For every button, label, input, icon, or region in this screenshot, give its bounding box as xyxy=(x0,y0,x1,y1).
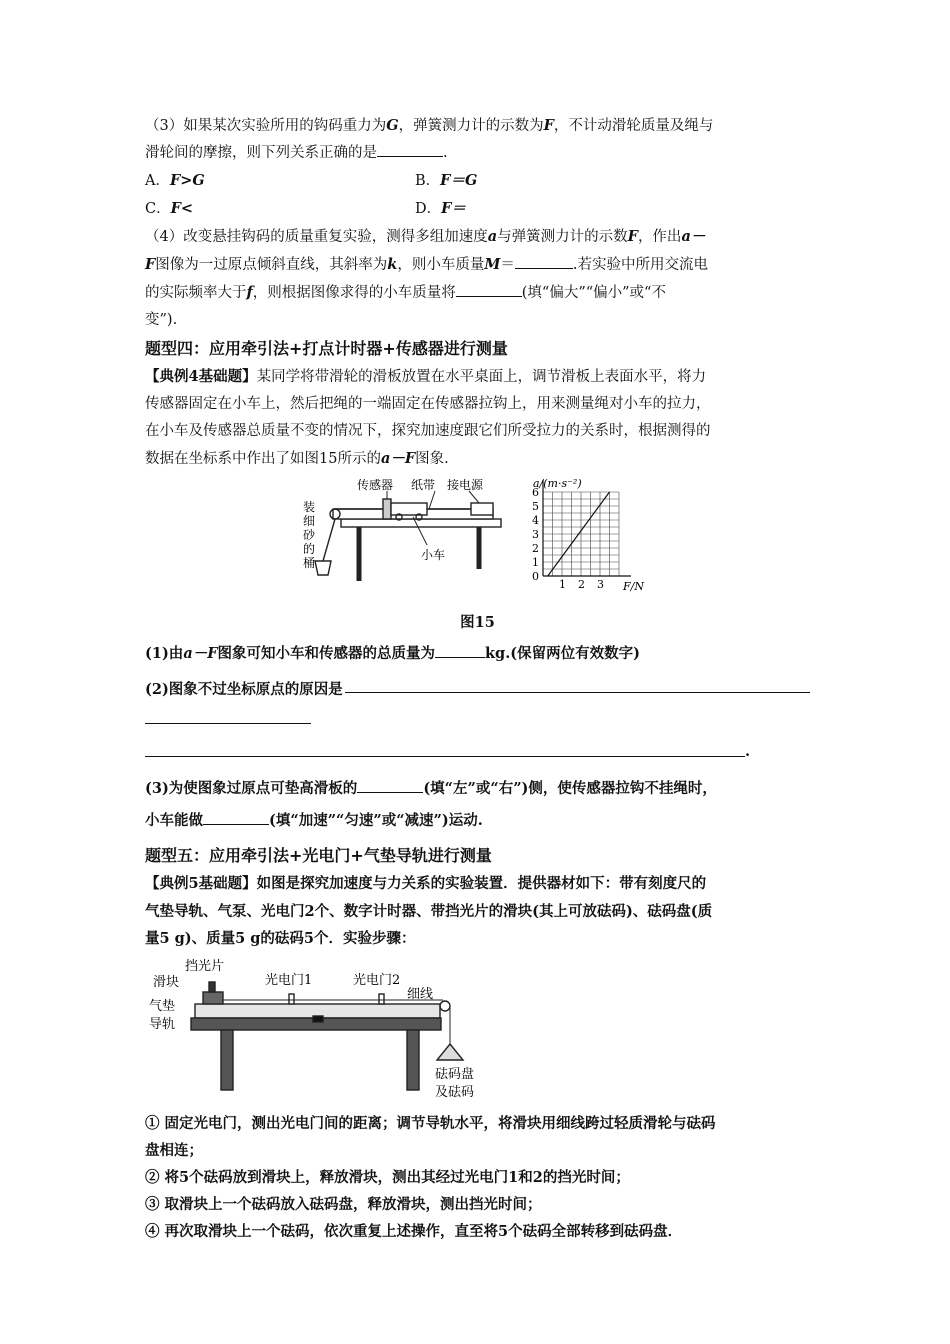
label-block: 滑块 xyxy=(153,975,180,990)
q4-line3 xyxy=(145,279,810,307)
q3-options-row1 xyxy=(145,167,810,195)
q4-text-2d: ＝ xyxy=(500,257,515,273)
q4-text-3b: ，则根据图像求得的小车质量将 xyxy=(252,285,456,301)
q4-var-aF: a－ xyxy=(681,228,706,245)
label-bucket-4: 桶 xyxy=(303,556,316,570)
y-tick-label: 2 xyxy=(532,542,539,555)
figure-15-caption: 图15 xyxy=(460,614,495,631)
air-track-figure xyxy=(145,956,810,1106)
x-tick-label: 1 xyxy=(559,578,566,591)
option-b-letter: B． xyxy=(415,173,441,189)
photogate-1-icon xyxy=(289,994,294,1004)
s4-q1-d: kg.(保留两位有效数字) xyxy=(485,645,640,662)
section5-p1-text: 如图是探究加速度与力关系的实验装置．提供器材如下：带有刻度尺的 xyxy=(256,875,707,892)
option-d-letter: D． xyxy=(415,201,442,217)
y-tick-label: 6 xyxy=(532,486,539,499)
s4-q3-d: (填“加速”“匀速”或“减速”)运动. xyxy=(269,812,483,829)
section4-p4c: 图象. xyxy=(415,451,449,467)
section4-p1-text: 某同学将带滑轮的滑板放置在水平桌面上，调节滑板上表面水平，将力 xyxy=(256,369,707,385)
s4-q3-blank-2[interactable] xyxy=(203,808,269,825)
label-rail-1: 气垫 xyxy=(149,999,176,1014)
section4-p1 xyxy=(145,363,810,391)
label-bucket-0: 装 xyxy=(303,500,316,514)
q3-answer-blank[interactable] xyxy=(377,140,443,157)
option-b-expr: F＝G xyxy=(440,172,478,189)
label-gate1: 光电门1 xyxy=(265,973,313,988)
q3-line2 xyxy=(145,140,810,167)
figure-15 xyxy=(145,479,810,607)
q4-var-M: M xyxy=(484,256,501,273)
label-sensor: 传感器 xyxy=(357,479,394,492)
s4-q2-end: . xyxy=(745,743,751,760)
option-a[interactable] xyxy=(145,167,415,195)
q4-text-2b: 图像为一过原点倾斜直线，其斜率为 xyxy=(155,257,388,273)
s4-q2-blank-1[interactable] xyxy=(345,676,810,693)
section4-p2: 传感器固定在小车上，然后把绳的一端固定在传感器拉钩上，用来测量绳对小车的拉力， xyxy=(145,396,711,412)
step-1: ① 固定光电门，测出光电门间的距离；调节导轨水平，将滑块用细线跨过轻质滑轮与砝码 xyxy=(145,1115,716,1132)
air-track-svg xyxy=(145,956,810,1106)
section4-title: 题型四：应用牵引法+打点计时器+传感器进行测量 xyxy=(145,339,508,358)
label-pan-1: 砝码盘 xyxy=(435,1067,475,1082)
label-string: 细线 xyxy=(407,987,434,1002)
section5-title: 题型五：应用牵引法+光电门+气垫导轨进行测量 xyxy=(145,846,492,865)
q4-line4: 变”). xyxy=(145,312,178,328)
section4-tag: 【典例4基础题】 xyxy=(145,368,257,385)
option-c-letter: C． xyxy=(145,201,171,217)
trolley-apparatus xyxy=(315,491,501,581)
y-tick-label: 0 xyxy=(532,570,539,583)
step-4: ④ 再次取滑块上一个砝码，依次重复上述操作，直至将5个砝码全部转移到砝码盘． xyxy=(145,1223,683,1240)
s4-q1-blank[interactable] xyxy=(435,641,485,658)
q3-text-a: 如果某次实验所用的钩码重力为 xyxy=(183,118,387,134)
s4-q1 xyxy=(145,640,810,668)
s4-q1-a: (1)由 xyxy=(145,645,184,662)
q3-end: . xyxy=(443,145,448,161)
section4-p4a: 数据在坐标系中作出了如图15所示的 xyxy=(145,451,381,467)
option-c-expr: F< xyxy=(170,200,194,217)
q3-text-b: ，弹簧测力计的示数为 xyxy=(398,118,544,134)
table-leg-right xyxy=(407,1030,419,1090)
y-tick-label: 3 xyxy=(532,528,539,541)
figure-15-svg xyxy=(145,479,810,607)
label-flag: 挡光片 xyxy=(185,959,225,974)
document-page xyxy=(145,112,810,1245)
q4-mass-blank[interactable] xyxy=(515,252,573,269)
option-d-expr: F＝ xyxy=(441,200,466,217)
power-pointer xyxy=(469,491,479,503)
y-tick-label: 1 xyxy=(532,556,539,569)
weight-pan-icon xyxy=(437,1044,463,1060)
q3-label: （3） xyxy=(145,118,184,134)
q4-text-1b: 与弹簧测力计的示数 xyxy=(497,229,628,245)
step-2: ② 将5个砝码放到滑块上，释放滑块，测出其经过光电门1和2的挡光时间； xyxy=(145,1169,630,1186)
s4-q2-line3 xyxy=(145,738,810,765)
light-flag-icon xyxy=(209,982,215,992)
q3-line1 xyxy=(145,112,810,140)
table-top xyxy=(341,519,501,527)
s4-q2-blank-3[interactable] xyxy=(145,738,745,757)
option-b[interactable] xyxy=(415,167,685,195)
section5-p3: 量5 g)、质量5 g的砝码5个．实验步骤： xyxy=(145,930,416,947)
q4-line1 xyxy=(145,223,810,251)
section5-p1 xyxy=(145,870,810,898)
q3-text-c: ，不计动滑轮质量及绳与 xyxy=(553,118,714,134)
cart-icon xyxy=(391,503,427,515)
s4-q2 xyxy=(145,676,810,703)
label-power: 接电源 xyxy=(447,479,484,492)
label-bucket-2: 砂 xyxy=(303,528,316,542)
sand-bucket-icon xyxy=(315,561,331,575)
q3-options-row2 xyxy=(145,195,810,223)
option-a-letter: A． xyxy=(145,173,170,189)
q3-var-G: G xyxy=(386,117,399,134)
option-d[interactable] xyxy=(415,195,685,223)
y-tick-label: 4 xyxy=(532,514,539,527)
s4-q3-b: (填“左”或“右”)侧，使传感器拉钩不挂绳时， xyxy=(423,780,717,797)
chart-xlabel: F/N xyxy=(623,580,644,593)
q4-var-k: k xyxy=(387,256,398,273)
s4-q1-b: a－F xyxy=(183,645,218,662)
x-tick-label: 3 xyxy=(597,578,604,591)
q4-text-3c: (填“偏大”“偏小”或“不 xyxy=(521,285,666,301)
photogate-2-icon xyxy=(379,994,384,1004)
option-a-expr: F>G xyxy=(169,172,205,189)
section4-p4 xyxy=(145,445,810,473)
slider-block-icon xyxy=(203,992,223,1004)
label-gate2: 光电门2 xyxy=(353,973,401,988)
s4-q2-text: (2)图象不过坐标原点的原因是 xyxy=(145,681,343,698)
s4-q1-c: 图象可知小车和传感器的总质量为 xyxy=(217,645,436,662)
option-c[interactable] xyxy=(145,195,415,223)
q4-text-1c: ，作出 xyxy=(637,229,682,245)
label-bucket-1: 细 xyxy=(303,514,316,528)
q4-change-blank[interactable] xyxy=(456,280,522,297)
chart-ylabel: a/(m·s⁻²) xyxy=(533,479,582,490)
sensor-icon xyxy=(383,499,391,519)
step-1-cont: 盘相连； xyxy=(145,1142,203,1159)
s4-q3-line2 xyxy=(145,807,810,835)
step-3: ③ 取滑块上一个砝码放入砝码盘，释放滑块，测出挡光时间； xyxy=(145,1196,542,1213)
x-tick-label: 2 xyxy=(578,578,585,591)
section5-p2: 气垫导轨、气泵、光电门2个、数字计时器、带挡光片的滑块(其上可放砝码)、砝码盘(质 xyxy=(145,903,713,920)
q4-text-2e: .若实验中所用交流电 xyxy=(572,257,709,273)
s4-q3-c: 小车能做 xyxy=(145,812,203,829)
s4-q2-blank-2[interactable] xyxy=(145,705,311,724)
table-leg-left xyxy=(221,1030,233,1090)
pulley-icon xyxy=(440,1001,450,1011)
s4-q3-a: (3)为使图象过原点可垫高滑板的 xyxy=(145,780,358,797)
q4-var-a: a xyxy=(487,228,498,245)
label-pan-2: 及砝码 xyxy=(435,1085,475,1100)
section5-tag: 【典例5基础题】 xyxy=(145,875,257,892)
label-tape: 纸带 xyxy=(411,479,436,492)
string-line xyxy=(323,519,335,561)
q4-line2 xyxy=(145,251,810,279)
label-bucket-3: 的 xyxy=(303,542,316,556)
q3-var-F: F xyxy=(543,117,554,134)
q4-var-F: F xyxy=(627,228,638,245)
label-bucket xyxy=(303,499,316,570)
s4-q3 xyxy=(145,775,810,803)
q4-var-f: f xyxy=(246,284,253,301)
q3-text-d: 滑轮间的摩擦，则下列关系正确的是 xyxy=(145,145,377,161)
section4-p4b: a－F xyxy=(380,450,416,467)
timer-icon xyxy=(471,503,493,515)
s4-q3-blank-1[interactable] xyxy=(357,776,423,793)
q4-text-1: 改变悬挂钩码的质量重复实验，测得多组加速度 xyxy=(183,229,488,245)
y-tick-label: 5 xyxy=(532,500,539,513)
tape-pointer xyxy=(429,491,435,509)
q4-text-3a: 的实际频率大于 xyxy=(145,285,247,301)
section4-p3: 在小车及传感器总质量不变的情况下，探究加速度跟它们所受拉力的关系时，根据测得的 xyxy=(145,423,711,439)
q4-label: （4） xyxy=(145,229,184,245)
a-F-chart xyxy=(532,480,631,591)
q4-text-2c: ，则小车质量 xyxy=(397,257,485,273)
q4-var-F2: F xyxy=(145,256,156,273)
air-pump-connector xyxy=(313,1016,323,1022)
label-rail-2: 导轨 xyxy=(149,1017,176,1032)
label-cart: 小车 xyxy=(421,548,446,562)
